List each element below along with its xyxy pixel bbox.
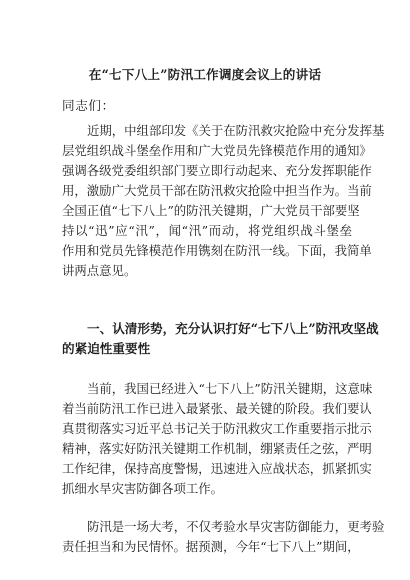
paragraph-line: 当前，我国已经进入“七下八上”防汛关键期，这意味 [87, 381, 373, 396]
salutation: 同志们： [62, 98, 115, 113]
paragraph-line: 强调各级党委组织部门要立即行动起来、充分发挥职能作 [62, 163, 372, 178]
paragraph-section-2 [62, 517, 385, 557]
paragraph-line: 层党组织战斗堡垒作用和广大党员先锋模范作用的通知》 [62, 143, 372, 158]
paragraph-line: 责任担当和为民情怀。据预测，今年“七下八上”期间， [62, 539, 360, 554]
section-heading-line: 的紧迫性重要性 [62, 341, 151, 356]
section-heading [62, 319, 379, 359]
paragraph-line: 真贯彻落实习近平总书记关于防汛救灾工作重要指示批示 [62, 421, 372, 436]
paragraph-intro [62, 121, 385, 281]
paragraph-line: 精神，落实好防汛关键期工作机制，绷紧责任之弦，严明 [62, 441, 372, 456]
paragraph-line: 全国正值“七下八上”的防汛关键期，广大党员干部要坚 [62, 203, 360, 218]
paragraph-line: 作用和党员先锋模范作用镌刻在防汛一线。下面，我简单 [62, 243, 372, 258]
paragraph-line: 工作纪律，保持高度警惕，迅速进入应战状态，抓紧抓实 [62, 461, 372, 476]
paragraph-line: 讲两点意见。 [62, 263, 137, 278]
paragraph-line: 近期，中组部印发《关于在防汛救灾抢险中充分发挥基 [87, 123, 385, 138]
paragraph-line: 持以“迅”应“汛”，闻“汛”而动，将党组织战斗堡垒 [62, 223, 352, 238]
paragraph-line: 用，激励广大党员干部在防汛救灾抢险中担当作为。当前 [62, 183, 372, 198]
paragraph-section-1 [62, 379, 373, 499]
paragraph-line: 着当前防汛工作已进入最紧张、最关键的阶段。我们要认 [62, 401, 372, 416]
section-heading-line: 一、认清形势，充分认识打好“七下八上”防汛攻坚战 [87, 321, 379, 336]
document-title: 在“七下八上”防汛工作调度会议上的讲话 [88, 67, 322, 82]
paragraph-line: 抓细水旱灾害防御各项工作。 [62, 481, 224, 496]
paragraph-line: 防汛是一场大考，不仅考验水旱灾害防御能力，更考验 [87, 519, 385, 534]
